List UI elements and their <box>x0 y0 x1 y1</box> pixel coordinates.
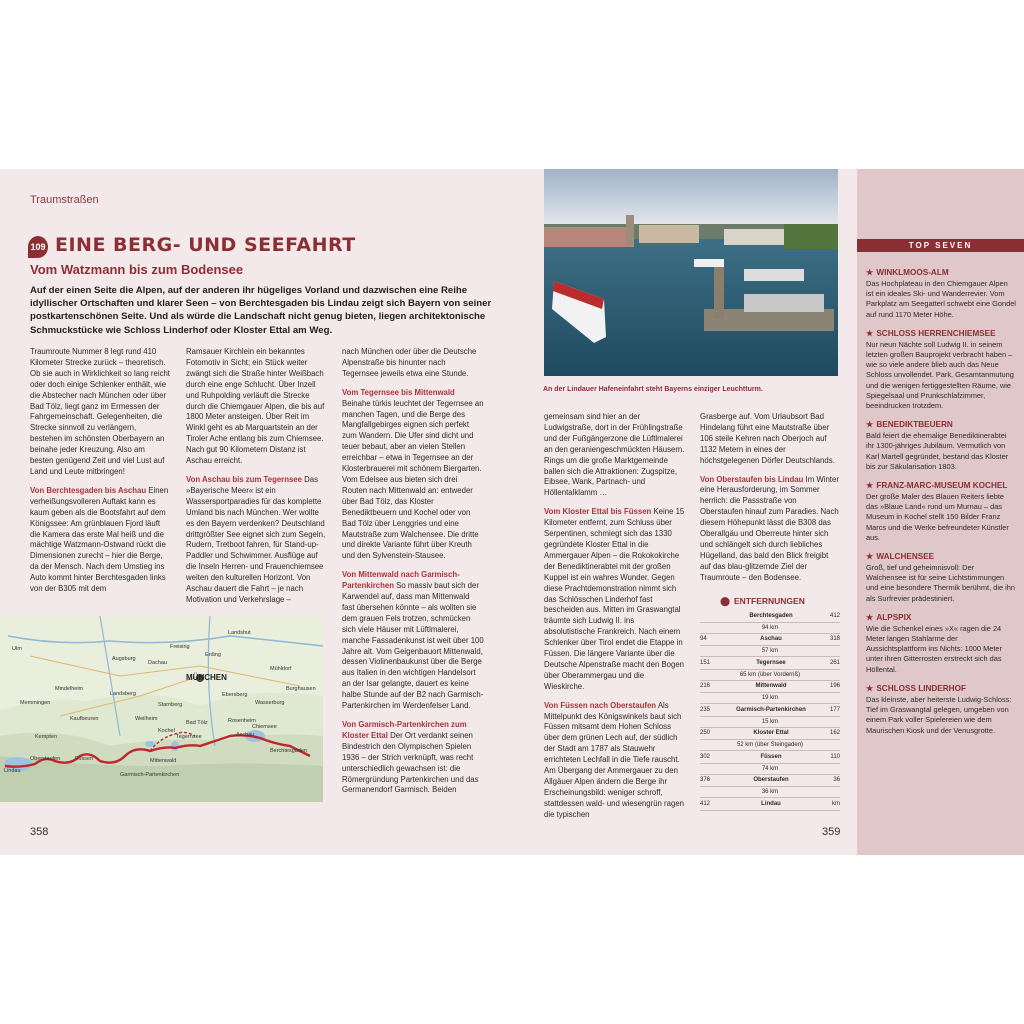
map-label-burghausen: Burghausen <box>286 686 316 692</box>
stop-name: Aschau <box>760 636 782 643</box>
text-column-5 <box>700 412 840 592</box>
map-label-mittenwald: Mittenwald <box>150 758 177 764</box>
paragraph-text: Keine 15 Kilometer entfernt, zum Schluss über Serpentinen, schmiegt sich das 1330 gegründete Kloster Ettal in die Ammergauer Alpen – die Rokokokirche der Benediktinerabtei mit der großen Kuppel ist ein wahres Wunder. Gegen diese Prachtdemonstration nimmt sich das Schlösschen Linderhof fast bescheiden aus. Mitten im Graswangtal träumte sich Ludwig II. ins absolutistische Frankreich. Nach einem Schlenker über Tirol endet die Etappe in Füssen. Die längere Variante über die Deutsche Alpenstraße macht den Bogen über Oberammergau und die Wieskirche. <box>544 507 685 691</box>
distance-segment: 57 km <box>700 646 840 657</box>
stop-name: Kloster Ettal <box>753 730 789 737</box>
top-seven-heading <box>866 683 1016 693</box>
section-heading: Von Garmisch-Partenkirchen zum Kloster Ettal <box>342 720 467 740</box>
map-label-muehldorf: Mühldorf <box>270 666 292 672</box>
map-label-landsberg: Landsberg <box>110 691 136 697</box>
paragraph: Grasberge auf. Vom Urlaubsort Bad Hindelang führt eine Mautstraße über 106 steile Kehren nach Oberjoch auf 1132 Metern in eines der höchstgelegenen Dörfer Deutschlands. <box>700 412 835 465</box>
distance-row <box>700 657 840 670</box>
map-label-starnberg: Starnberg <box>158 702 183 708</box>
top-seven-text: Nur neun Nächte soll Ludwig II. in seinem letzten großen Bauprojekt verbracht haben – wie so viele andere blieb auch das Neue Schloss unvollendet. Park, Gesamtanmutung und die wenigen fertiggestellten Räume, wie Spiegelsaal und Prunkschlafzimmer, beeindrucken trotzdem. <box>866 339 1014 411</box>
top-seven-heading <box>866 419 1016 429</box>
paragraph-text: Das »Bayerische Meer« ist ein Wassersportparadies für das komplette Umland bis nach München. Wer wollte es den Bayern verdenken? Deutschland drittgrößter See eignet sich zum Segeln, Rudern, Tretboot fahren, für Stand-up-Paddler und Schwimmer. Ausflüge auf die Inseln Herren- und Frauenchiemsee weiten den kulturellen Horizont. Von Aschau dauert die Fahrt – je nach Motivation und Verkehrslage – <box>186 474 326 604</box>
text-column-1 <box>30 347 170 603</box>
book-spread <box>0 169 1024 855</box>
section-heading: Von Aschau bis zum Tegernsee <box>186 474 302 484</box>
star-icon: ★ <box>866 552 874 562</box>
distance-row <box>700 798 840 811</box>
paragraph: nach München oder über die Deutsche Alpenstraße bis hinunter nach Tegernsee jeweils etwa eine Stunde. <box>342 347 477 378</box>
top-seven-text: Das kleinste, aber heiterste Ludwig-Schloss: Tief im Graswangtal gelegen, umgeben von einem Park voller Spielereien wie dem Maurischen Kiosk und der Venusgrotte. <box>866 694 1012 735</box>
star-icon: ★ <box>866 612 874 622</box>
section-heading: Von Berchtesgaden bis Aschau <box>30 485 147 495</box>
map-label-garmisch: Garmisch-Partenkirchen <box>120 772 180 778</box>
distance-row <box>700 681 840 694</box>
distance-row <box>700 704 840 717</box>
paragraph: Traumroute Nummer 8 legt rund 410 Kilometer Strecke zurück – theoretisch. Ob sie auch in Wirklichkeit so lang reicht oder doch einige Schlenker enthält, wie die Abstecher nach München oder über Bad Tölz, liegt ganz im Ermessen der Fahrgemeinschaft. Gelegenheiten, die Strecke sinnvoll zu verlängern, bestehen im schönsten Oberbayern an beinahe jeder Kreuzung. Also am besten genügend Zeit und viel Lust auf Land und Leute mitbringen! <box>30 347 170 476</box>
km-from: 376 <box>700 777 711 784</box>
km-from: 250 <box>700 730 711 737</box>
distance-row <box>700 610 840 623</box>
top-seven-heading <box>866 551 1016 561</box>
distance-segment: 94 km <box>700 623 840 634</box>
km-from: 94 <box>700 636 707 643</box>
distances-table <box>700 596 840 811</box>
paragraph <box>30 486 170 595</box>
map-label-augsburg: Augsburg <box>112 656 136 662</box>
top-seven-banner <box>857 239 1024 252</box>
map-label-wasserburg: Wasserburg <box>255 700 285 706</box>
map-label-tegernsee: Tegernsee <box>176 734 202 740</box>
top-seven-heading <box>866 480 1016 490</box>
top-seven-text: Das Hochplateau in den Chiemgauer Alpen ist ein ideales Ski- und Wanderrevier. Vom Parkplatz am Seegatterl schwebt eine Gondel auf rund 1170 Meter Höhe. <box>866 279 1016 319</box>
paragraph <box>342 570 484 712</box>
paragraph-text: So massiv baut sich der Karwendel auf, dass man Mittenwald fast übersehen könnte – als wollten sie dem grauen Fels trotzen, schmücken sich viele Häuser mit Lüftlmalerei, manche Fassadenkunst ist weit über 100 Jahre alt. Vom Geigenbauort Mittenwald, dessen Violinenbaukunst über die Berge aus Italien in den wichtigen Handelsort an der Isar gelangte, dauert es keine halbe Stunde auf der B2 nach Garmisch-Partenkirchen im Werdenfelser Land. <box>342 581 484 711</box>
map-label-mindelheim: Mindelheim <box>55 686 84 692</box>
section-heading: Von Mittenwald nach Garmisch-Partenkirchen <box>342 570 460 591</box>
km-to: 162 <box>829 730 840 737</box>
page-number-right: 359 <box>822 826 841 838</box>
section-heading: Vom Tegernsee bis Mittenwald <box>342 387 455 397</box>
km-to: 196 <box>829 683 840 690</box>
km-to: 110 <box>830 753 840 760</box>
map-label-freising: Freising <box>170 644 190 650</box>
paragraph <box>342 720 484 796</box>
stop-name: Lindau <box>761 800 781 807</box>
km-from: 412 <box>700 800 711 807</box>
section-heading: Vom Kloster Ettal bis Füssen <box>544 507 652 517</box>
top-seven-heading <box>866 328 1016 338</box>
stop-name: Füssen <box>760 753 782 760</box>
km-to: 177 <box>829 706 840 713</box>
distances-title: ENTFERNUNGEN <box>734 596 805 606</box>
star-icon: ★ <box>866 268 874 277</box>
map-label-fuessen: Füssen <box>75 756 94 762</box>
map-label-kempten: Kempten <box>35 734 58 740</box>
km-to: 318 <box>829 636 840 643</box>
map-label-erding: Erding <box>205 652 221 658</box>
map-label-aschau: Aschau <box>236 732 255 738</box>
top-seven-title: BENEDIKTBEUERN <box>876 420 953 430</box>
photo-caption: An der Lindauer Hafeneinfahrt steht Bayerns einziger Leuchtturm. <box>543 386 763 393</box>
top-seven-text: Der große Maler des Blauen Reiters liebte das »Blaue Land« rund um Murnau – das Museum in Kochel stellt 150 Bilder Franz Marcs und die Werke befreundeter Künstler aus. <box>866 492 1009 542</box>
star-icon: ★ <box>866 328 874 338</box>
distance-segment: 65 km (über Vorderriß) <box>700 670 840 681</box>
text-column-3 <box>342 347 484 804</box>
section-heading: Von Oberstaufen bis Lindau <box>700 474 804 484</box>
star-icon: ★ <box>866 481 874 491</box>
map-label-rosenheim: Rosenheim <box>228 718 256 724</box>
top-seven-text: Bald feiert die ehemalige Benediktinerabtei ihr 1300-jähriges Jubiläum. Vermutlich von Karl Martell gegründet, bestand das Kloster bis zur Säkularisation 1803. <box>866 431 1009 471</box>
paragraph-text: Beinahe türkis leuchtet der Tegernsee an manchen Tagen, und die Berge des Mangfallgebirges eignen sich perfekt zum Wandern. Die Ufer sind dicht und teuer bebaut, aber an vielen Stellen erreichbar – etwa in Tegernsee an der Klosterbrauerei mit schönem Biergarten. Vom Edelsee aus bieten sich drei Routen nach Mittenwald an: entweder über Bad Tölz, das Kloster Benediktbeuern und Kochel oder von Bad Tölz über Lenggries und eine Mautstraße zum Walchensee. Die dritte und direkte Variante führt über Kreuth und den Sylvenstein-Stausee. <box>342 398 484 561</box>
chapter-number-badge: 109 <box>28 236 48 258</box>
distance-row <box>700 751 840 764</box>
top-seven-label: TOP SEVEN <box>908 241 973 250</box>
star-icon: ★ <box>866 683 874 693</box>
km-to: 261 <box>829 659 840 666</box>
paragraph <box>544 701 686 821</box>
map-label-ebersberg: Ebersberg <box>222 692 248 698</box>
running-head: Traumstraßen <box>30 194 99 206</box>
map-label-memmingen: Memmingen <box>20 700 51 706</box>
map-label-weilheim: Weilheim <box>135 716 158 722</box>
top-seven-title: ALPSPIX <box>876 612 912 622</box>
stop-name: Tegernsee <box>756 659 786 666</box>
top-seven-title: FRANZ-MARC-MUSEUM KOCHEL <box>876 481 1008 491</box>
paragraph-text: Im Winter eine Herausforderung, im Sommer herrlich: die Passstraße von Oberstaufen hinauf zum Paradies. Nach diesem Höhepunkt lässt die B308 das Oberallgäu und Oberreute hinter sich und schlängelt sich durch liebliches Hügelland, das bald den Blick freigibt auf das blau-glitzernde Ziel der Traumroute – den Bodensee. <box>700 474 839 582</box>
page-number-left: 358 <box>30 826 49 838</box>
map-label-ulm: Ulm <box>12 646 22 652</box>
map-label-kochel: Kochel <box>158 728 175 734</box>
stop-name: Oberstaufen <box>753 777 789 784</box>
map-label-badtoelz: Bad Tölz <box>186 720 208 726</box>
distance-row <box>700 728 840 741</box>
top-seven-heading <box>866 267 1016 277</box>
paragraph: gemeinsam sind hier an der Ludwigstraße, dort in der Frühlingstraße und der Fußgängerzone die Lüftlmalerei an den geraniengeschmückten Häusern. Rings um die große Marktgemeinde ballen sich die Attraktionen: Zugspitze, Eibsee, Wank, Partnach- und Höllentalklamm … <box>544 412 685 498</box>
distances-header <box>700 596 840 610</box>
section-heading: Von Füssen nach Oberstaufen <box>544 700 657 710</box>
distance-row <box>700 775 840 788</box>
top-seven-title: SCHLOSS HERRENCHIEMSEE <box>876 328 996 338</box>
km-from: 151 <box>700 659 711 666</box>
intro-paragraph: Auf der einen Seite die Alpen, auf der anderen ihr hügeliges Vorland und dazwischen eine Reihe idyllischer Ortschaften und klarer Seen – von Berchtesgaden bis Lindau zeigt sich Bayern von seiner postkartenschönen Seite. Und als würde die Landschaft nicht genug bieten, liegen architektonische Schmuckstücke wie Schloss Linderhof oder Kloster Ettal am Weg. <box>30 285 492 336</box>
text-column-4 <box>544 412 686 829</box>
distance-segment: 74 km <box>700 764 840 775</box>
distance-segment: 19 km <box>700 693 840 704</box>
route-map <box>0 616 323 802</box>
map-label-lindau: Lindau <box>4 768 21 774</box>
paragraph-text: Als Mittelpunkt des Königswinkels baut sich Füssen mitsamt dem Hohen Schloss über dem grünen Lech auf, der südlich der Stadt am 1787 als Stauwehr errichteten Lechfall in die Tiefe rauscht. Am Übergang der Ammergauer zu den Allgäuer Alpen ändern die Berge ihr Erscheinungsbild: weniger schroff, stattdessen wald- und wiesengrün ragen die typischen <box>544 700 684 819</box>
stop-name: Garmisch-Partenkirchen <box>736 706 806 713</box>
top-seven-title: SCHLOSS LINDERHOF <box>876 683 966 693</box>
page-subtitle: Vom Watzmann bis zum Bodensee <box>30 262 244 277</box>
map-label-chiemsee: Chiemsee <box>252 724 277 730</box>
paragraph-text: Der Ort verdankt seinen Bindestrich den Olympischen Spielen 1936 – der Strich verknüpft, was recht unterschiedlich gewachsen ist: die Römergründung Partenkirchen und das Germanendorf Garmisch. Beiden <box>342 730 479 795</box>
km-to: km <box>832 800 840 807</box>
paragraph: Ramsauer Kirchlein ein bekanntes Fotomotiv in Sicht; ein Stück weiter zwängt sich die Straße hinter Weißbach durch eine enge Schlucht. Über Inzell und Ruhpolding verläuft die Strecke durch die Chiemgauer Alpen, die bis auf 1800 Meter ansteigen. Über Reit im Winkl geht es ab Marquartstein an der Tiroler Ache entlang bis zum Chiemsee. Nach gut 90 Kilometern Distanz ist Aschau erreicht. <box>186 347 325 466</box>
top-seven-text: Groß, tief und geheimnisvoll: Der Walchensee ist für seine Lichtstimmungen und eine besondere Thermik berühmt, die ihn als Surfrevier prädestiniert. <box>866 563 1015 603</box>
top-seven-heading <box>866 612 1016 622</box>
top-seven-text: Wie die Schenkel eines »X« ragen die 24 Meter langen Stahlarme der Aussichtsplattform ins Nichts: 1000 Meter unter ihren Gitterrosten erstreckt sich das Höllental. <box>866 623 1002 674</box>
text-column-2 <box>186 347 326 614</box>
km-from: 216 <box>700 683 711 690</box>
top-seven-title: WALCHENSEE <box>876 552 935 562</box>
map-label-kaufbeuren: Kaufbeuren <box>70 716 99 722</box>
paragraph <box>186 475 326 606</box>
lindau-harbor-photo <box>544 169 838 376</box>
top-seven-list <box>866 267 1016 744</box>
map-label-berchtesgaden: Berchtesgaden <box>270 748 307 754</box>
km-to: 36 <box>833 777 840 784</box>
paragraph <box>342 388 484 563</box>
km-to: 412 <box>829 612 840 619</box>
stop-name: Mittenwald <box>755 683 787 690</box>
star-icon: ★ <box>866 420 874 430</box>
stop-name: Berchtesgaden <box>749 612 793 619</box>
paragraph <box>544 507 686 692</box>
location-pin-icon: ⬤ <box>720 596 731 606</box>
top-seven-title: WINKLMOOS-ALM <box>876 268 949 277</box>
distances-rows <box>700 610 840 811</box>
map-label-landshut: Landshut <box>228 630 251 636</box>
distance-segment: 36 km <box>700 787 840 798</box>
km-from: 235 <box>700 706 711 713</box>
paragraph-text: Einen verheißungsvolleren Auftakt kann es kaum geben als die Bootsfahrt auf dem Königssee: Am grünblauen Fjord läuft die Kamera das erste Mal heiß und die mächtige Watzmann-Ostwand rückt die Dimensionen zurecht – hier die Berge, da der Mensch. Nach dem Umstieg ins Auto kommt hinter Berchtesgaden links von der B305 mit dem <box>30 485 169 594</box>
map-label-oberstaufen: Oberstaufen <box>30 756 61 762</box>
map-label-munich: MÜNCHEN <box>186 673 227 682</box>
distance-segment: 15 km <box>700 717 840 728</box>
km-from: 302 <box>700 753 711 760</box>
page-title: EINE BERG- UND SEEFAHRT <box>55 234 356 256</box>
harbor-photo-graphic <box>544 169 838 376</box>
paragraph <box>700 475 840 584</box>
map-label-dachau: Dachau <box>148 660 167 666</box>
distance-segment: 52 km (über Steingaden) <box>700 740 840 751</box>
distance-row <box>700 634 840 647</box>
